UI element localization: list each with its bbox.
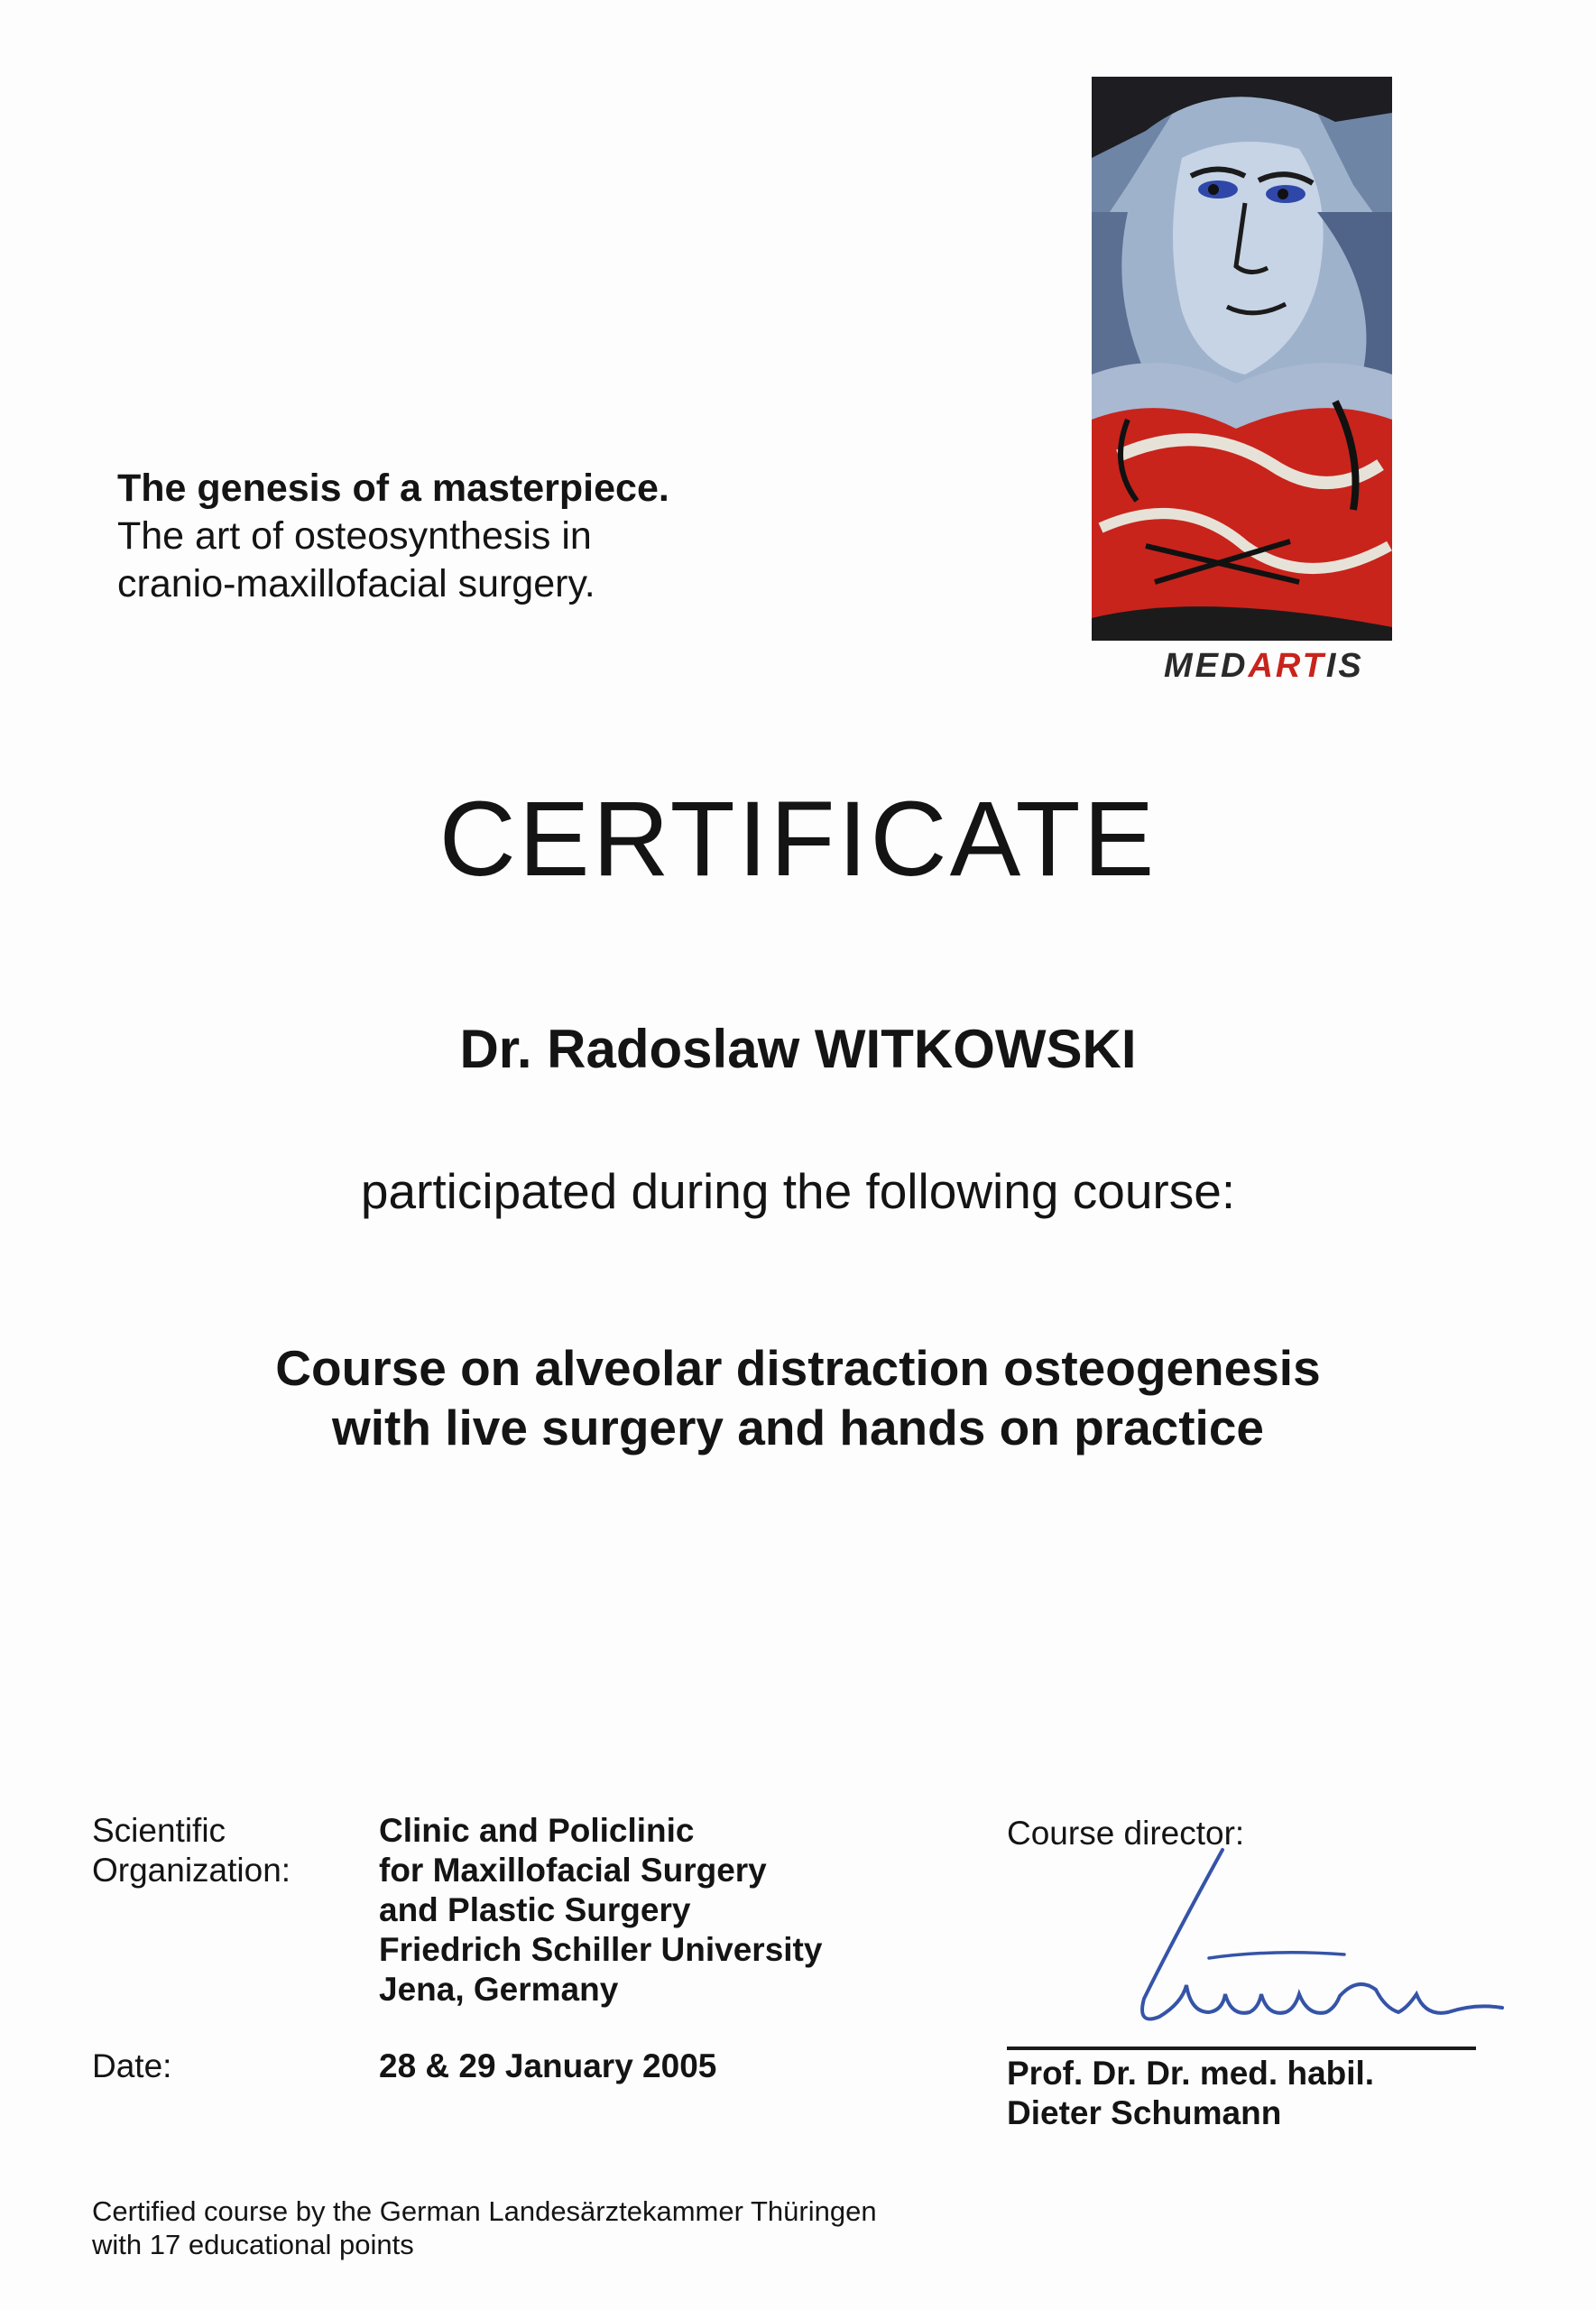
- organization-label: Scientific Organization:: [92, 1812, 291, 1889]
- course-director-name: Prof. Dr. Dr. med. habil. Dieter Schumann: [1007, 2055, 1375, 2131]
- course-title-line-1: Course on alveolar distraction osteogenesis: [275, 1340, 1321, 1396]
- certification-footnote: Certified course by the German Landesärztekammer Thüringen with 17 educational points: [92, 2195, 877, 2260]
- portrait-artwork: [1092, 77, 1392, 641]
- tagline: [117, 465, 669, 608]
- signature-line: [1007, 2047, 1476, 2050]
- recipient-name: Dr. Radoslaw WITKOWSKI: [459, 1019, 1137, 1079]
- tagline-line-2: cranio-maxillofacial surgery.: [117, 562, 595, 605]
- certificate-title: CERTIFICATE: [438, 780, 1158, 899]
- course-title: [0, 1338, 1596, 1457]
- participation-text: participated during the following course:: [360, 1163, 1236, 1219]
- tagline-line-1: The art of osteosynthesis in: [117, 514, 592, 558]
- date-label: Date:: [92, 2047, 172, 2084]
- organization-value: Clinic and Policlinic for Maxillofacial Surgery and Plastic Surgery Friedrich Schiller University Jena, Germany: [379, 1812, 823, 2008]
- date-value: 28 & 29 January 2005: [379, 2047, 717, 2084]
- director-signature: [1119, 1832, 1516, 2057]
- course-title-line-2: with live surgery and hands on practice: [331, 1400, 1265, 1455]
- tagline-headline: The genesis of a masterpiece.: [117, 467, 669, 510]
- course-director-label: Course director:: [1007, 1815, 1245, 1852]
- medartis-logo: MEDARTIS: [1164, 647, 1364, 685]
